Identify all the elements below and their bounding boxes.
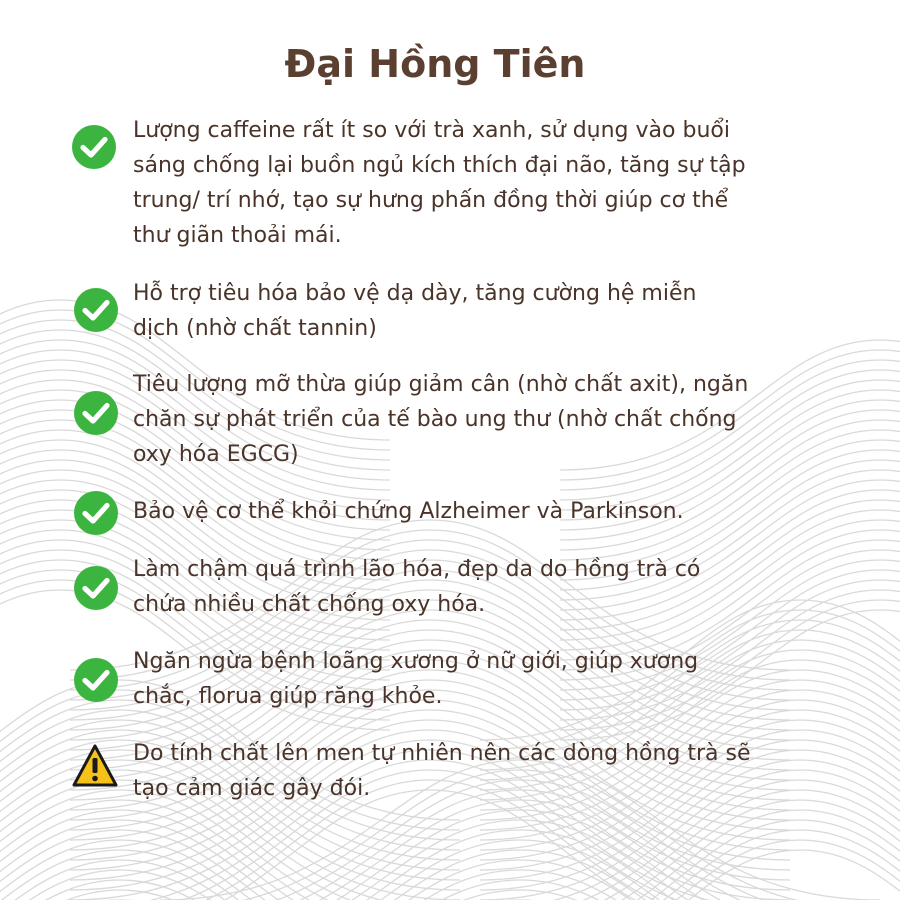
check-circle-icon [70,123,118,171]
benefit-text [133,494,813,529]
text-line: sáng chống lại buồn ngủ kích thích đại não, tăng sự tập [133,153,746,178]
benefit-text [133,367,813,472]
text-line: Bảo vệ cơ thể khỏi chứng Alzheimer và Parkinson. [133,499,684,524]
benefit-text [133,644,813,714]
check-circle-icon [72,286,120,334]
text-line: thư giãn thoải mái. [133,223,342,248]
wave-line [160,890,880,900]
benefit-text [133,113,813,253]
text-line: Ngăn ngừa bệnh loãng xương ở nữ giới, giúp xương [133,649,699,674]
check-circle-icon [72,564,120,612]
check-circle-icon [72,489,120,537]
text-line: Hỗ trợ tiêu hóa bảo vệ dạ dày, tăng cường hệ miễn [133,281,697,306]
page-title: Đại Hồng Tiên [284,42,586,86]
text-line: dịch (nhờ chất tannin) [133,316,377,341]
check-circle-icon [72,656,120,704]
text-line: chăn sự phát triển của tế bào ung thư (nhờ chất chống [133,407,737,432]
wave-line [0,890,460,900]
text-line: chứa nhiều chất chống oxy hóa. [133,592,486,617]
check-circle-icon [72,389,120,437]
warning-triangle-icon [71,742,119,790]
text-line: Do tính chất lên men tự nhiên nên các dòng hồng trà sẽ [133,741,751,766]
text-line: Lượng caffeine rất ít so với trà xanh, sử dụng vào buổi [133,118,730,143]
benefit-text [133,276,813,346]
warning-text [133,736,813,806]
text-line: Làm chậm quá trình lão hóa, đẹp da do hồng trà có [133,557,701,582]
text-line: chắc, florua giúp răng khỏe. [133,684,443,709]
benefit-text [133,552,813,622]
text-line: tạo cảm giác gây đói. [133,776,371,801]
text-line: Tiêu lượng mỡ thừa giúp giảm cân (nhờ chất axit), ngăn [133,372,749,397]
text-line: trung/ trí nhớ, tạo sự hưng phấn đồng thời giúp cơ thể [133,188,729,213]
wave-line [160,870,880,900]
text-line: oxy hóa EGCG) [133,442,299,467]
